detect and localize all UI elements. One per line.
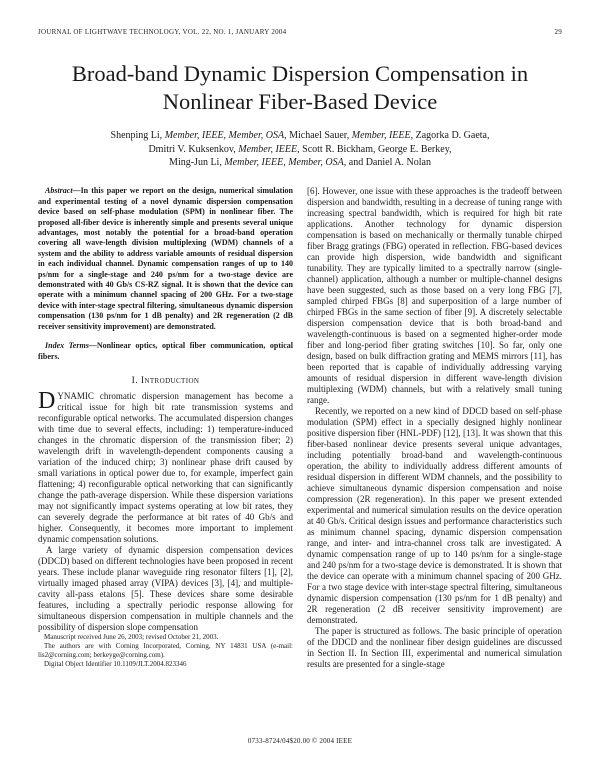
intro-paragraph-1-text: YNAMIC chromatic dispersion management has become a critical issue for high bit rate transmission systems and reconfigurable optical networks. The accumulated dispersion changes with time due to several effects, including: 1) temperature-induced changes in the chromatic dispersion of the transmission fiber; 2) wavelength drift in wavelength-dependent components causing a variation of the induced chirp; 3) nonlinear phase drift caused by small variations in optical power due to, for example, imperfect gain flattening; 4) reconfigurable optical networking that can significantly change the path-average dispersion. While these dispersion variations may not significantly impact systems operating at low bit rates, they can severely degrade the performance at bit rates of 40 Gb/s and higher. Consequently, it becomes more important to implement dynamic compensation solutions.	[38, 390, 293, 544]
page-number: 29	[554, 28, 562, 36]
footnote-manuscript-received: Manuscript received June 26, 2003; revised October 21, 2003.	[44, 633, 219, 642]
right-column	[307, 186, 562, 670]
intro-paragraph-2: A large variety of dynamic dispersion compensation devices (DDCD) based on different technologies have been proposed in recent years. These include planar waveguide ring resonator filters [1], [2], virtually imaged phased array (VIPA) devices [3], [4], and multiple-cavity all-pass etalons [5]. These devices share some desirable features, including a spectrally periodic response allowing for simultaneous dispersion compensation in multiple channels and the possibility of dispersion slope compensation	[38, 544, 293, 632]
index-terms-label: Index Terms—	[45, 341, 97, 351]
abstract-label: Abstract—	[45, 186, 81, 196]
journal-citation: JOURNAL OF LIGHTWAVE TECHNOLOGY, VOL. 22, NO. 1, JANUARY 2004	[38, 28, 287, 36]
membership-label: Member, IEEE, Member, OSA	[164, 130, 285, 142]
author-names: Shenping Li,	[110, 130, 165, 142]
membership-label: Member, IEEE	[351, 130, 411, 142]
author-names: , Michael Sauer,	[284, 130, 352, 142]
author-line-2	[38, 143, 562, 156]
membership-label: Member, IEEE, Member, OSA	[224, 157, 344, 169]
body-paragraph-structure: The paper is structured as follows. The basic principle of operation of the DDCD and the nonlinear fiber design guidelines are discussed in Section II. In Section III, experimental and numerical simulation results are presented for a single-stage	[307, 626, 562, 670]
author-names: Ming-Jun Li,	[169, 157, 225, 169]
left-column	[38, 186, 293, 670]
author-names: Dmitri V. Kuksenkov,	[148, 143, 239, 155]
drop-cap: D	[38, 387, 56, 414]
paper-title-line-1: Broad-band Dynamic Dispersion Compensation in	[71, 61, 529, 86]
author-list	[38, 129, 562, 169]
membership-label: Member, IEEE	[238, 143, 298, 155]
index-terms-text: Nonlinear optics, optical fiber communication, optical fibers.	[38, 341, 293, 361]
copyright-line: 0733-8724/04$20.00 © 2004 IEEE	[247, 737, 353, 745]
running-head	[38, 28, 562, 36]
section-heading-introduction: I. Introduction	[131, 374, 200, 386]
two-column-body	[38, 186, 562, 670]
paper-title-line-2: Nonlinear Fiber-Based Device	[162, 89, 438, 115]
author-names: , and Daniel A. Nolan	[343, 157, 431, 169]
body-paragraph-recent-work: Recently, we reported on a new kind of DDCD based on self-phase modulation (SPM) effect in a specially designed highly nonlinear positive dispersion fiber (HNL-PDF) [12], [13]. It was shown that this fiber-based nonlinear device presents several unique advantages, including potentially broad-band and wavelength-continuous operation, the ability to individually address different amounts of residual dispersion in different WDM channels, and the possibility to achieve simultaneous dynamic dispersion compensation and noise compression (2R regeneration). In this paper we present extended experimental and numerical simulation results on the device operation at 40 Gb/s. Critical design issues and performance characteristics such as minimum channel spacing, dynamic dispersion compensation range, and inter- and intra-channel cross talk are investigated. A dynamic compensation range of up to 140 ps/nm for a single-stage and 240 ps/nm for a two-stage device is demonstrated. It is shown that the device can operate with a minimum channel spacing of 200 GHz. For a two stage device with inter-stage spectral filtering, simultaneous dynamic dispersion compensation (130 ps/nm for 1 dB penalty) and 2R regeneration (2 dB receiver sensitivity improvement) are demonstrated.	[307, 406, 562, 626]
abstract	[38, 186, 293, 332]
abstract-text: In this paper we report on the design, numerical simulation and experimental testing of a novel dynamic dispersion compensation device based on self-phase modulation (SPM) in nonlinear fiber. The proposed all-fiber device is inherently simple and presents several unique advantages, most notably the potential for a broad-band operation covering all wave-length division multiplexing (WDM) channels of a system and the ability to address variable amounts of residual dispersion in each individual channel. Dynamic compensation ranges of up to 140 ps/nm for a single-stage and 240 ps/nm for a two-stage device are demonstrated with 40 Gb/s CS-RZ signal. It is shown that the device can operate with a minimum channel spacing of 200 GHz. For a two-stage device with inter-stage spectral filtering, simultaneous dynamic dispersion compensation (130 ps/nm for 1 dB penalty) and 2R regeneration (2 dB receiver sensitivity improvement) are demonstrated.	[38, 186, 293, 331]
footnote-doi: Digital Object Identifier 10.1109/JLT.2004.823346	[44, 659, 187, 668]
author-line-3	[38, 156, 562, 169]
body-paragraph-continuation: [6]. However, one issue with these approaches is the tradeoff between dispersion and bandwidth, resulting in a decrease of tuning range with increasing spectral bandwidth, which is required for high bit rate applications. Another technology for dynamic dispersion compensation is based on mechanically or thermally tunable chirped fiber Bragg gratings (FBG) operated in reflection. FBG-based devices can provide high dispersion, wide bandwidth and significant tunability. They are typically limited to a spectrally narrow (single-channel) application, although a number or multiple-channel designs have been suggested, such as those based on a very long FBG [7], sampled chirped FBGs [8] and superposition of a large number of chirped FBGs in the same section of fiber [9]. A discretely selectable dispersion compensation device that is both broad-band and wavelength-continuous is based on a segmented higher-order mode fiber and long-period fiber grating switches [10]. So far, only one design, based on bulk diffraction grating and MEMS mirrors [11], has been reported that is capable of individually addressing varying amounts of residual dispersion in different wave-length division multiplexing (WDM) channels, but with a relatively small tuning range.	[307, 186, 562, 406]
first-page-footnote	[38, 633, 293, 670]
footnote-affiliation: The authors are with Corning Incorporated, Corning, NY 14831 USA (e-mail: lis2@corning.com; berkeyge@corning.com).	[38, 642, 293, 659]
author-names: , Zagorka D. Gaeta,	[410, 130, 490, 142]
author-line-1	[38, 129, 562, 142]
author-names: , Scott R. Bickham, George E. Berkey,	[297, 143, 452, 155]
index-terms	[38, 341, 293, 362]
intro-paragraph-1	[38, 387, 293, 545]
paper-title	[38, 60, 562, 116]
